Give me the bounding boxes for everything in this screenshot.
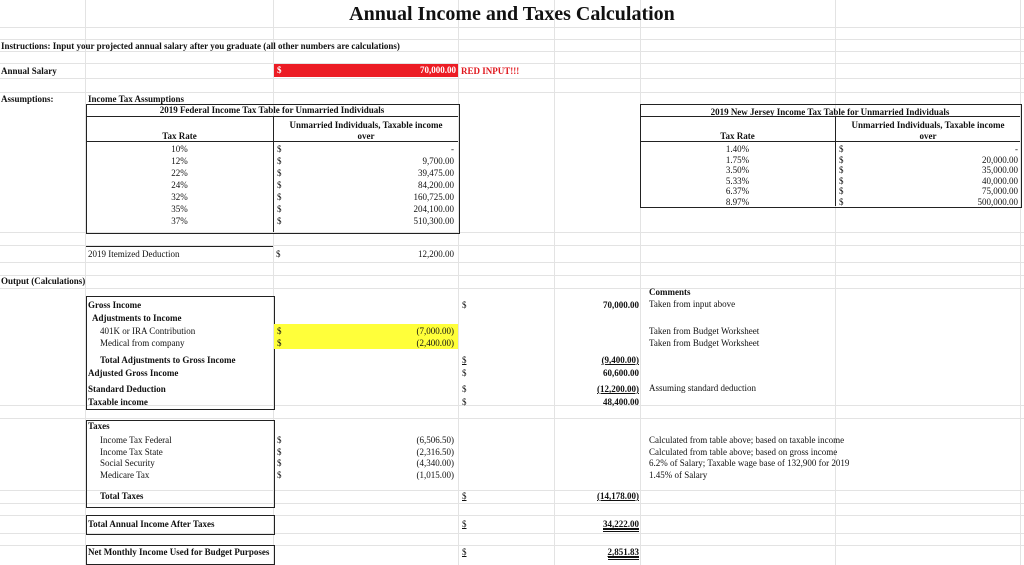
nj-rate: 5.33% <box>725 175 750 186</box>
total-adjustments-currency: $ <box>462 355 467 365</box>
federal-currency: $ <box>277 168 282 178</box>
taxable-income-amount: 48,400.00 <box>603 397 639 407</box>
tax-amount: (1,015.00) <box>416 469 454 480</box>
annual-salary-label: Annual Salary <box>1 66 57 76</box>
itemized-amount: 12,200.00 <box>418 249 454 259</box>
nj-table-heading: 2019 New Jersey Income Tax Table for Unmarried Individuals <box>710 107 950 117</box>
nj-rate: 1.75% <box>725 154 750 165</box>
nj-col-income: Unmarried Individuals, Taxable income <box>851 120 1005 130</box>
federal-currency: $ <box>277 156 282 166</box>
tax-currency: $ <box>277 446 282 457</box>
federal-rate: 22% <box>171 168 188 178</box>
gross-currency: $ <box>462 300 467 310</box>
after-tax-amount: 34,222.00 <box>603 519 639 532</box>
nj-currency: $ <box>839 165 844 175</box>
federal-rate: 32% <box>171 192 188 202</box>
tax-comment: Calculated from table above; based on gross income <box>649 446 838 457</box>
after-tax-label: Total Annual Income After Taxes <box>88 519 215 529</box>
federal-amount: 510,300.00 <box>413 216 454 226</box>
federal-amount: 39,475.00 <box>418 168 454 178</box>
nj-rate: 1.40% <box>725 144 750 154</box>
agi-label: Adjusted Gross Income <box>88 368 179 378</box>
agi-amount: 60,600.00 <box>603 368 639 378</box>
tax-currency: $ <box>277 435 282 445</box>
taxable-income-currency: $ <box>462 397 467 407</box>
federal-rate: 24% <box>171 180 188 190</box>
nj-currency: $ <box>839 196 844 207</box>
standard-deduction-label: Standard Deduction <box>88 384 166 394</box>
adjustments-label: Adjustments to Income <box>92 313 182 323</box>
taxes-label: Taxes <box>88 421 110 431</box>
standard-deduction-currency: $ <box>462 384 467 394</box>
federal-table-heading: 2019 Federal Income Tax Table for Unmarried Individuals <box>159 105 385 115</box>
federal-rate: 35% <box>171 204 188 214</box>
total-taxes-currency: $ <box>462 491 467 501</box>
nj-rate: 6.37% <box>725 186 750 196</box>
salary-currency: $ <box>277 65 282 75</box>
tax-comment: 6.2% of Salary; Taxable wage base of 132,900 for 2019 <box>649 458 850 468</box>
gross-amount: 70,000.00 <box>603 300 639 310</box>
gross-income-label: Gross Income <box>88 300 142 310</box>
tax-label: Medicare Tax <box>100 469 150 480</box>
monthly-label: Net Monthly Income Used for Budget Purposes <box>88 547 270 557</box>
nj-currency: $ <box>839 186 844 196</box>
nj-currency: $ <box>839 144 844 154</box>
tax-label: Income Tax State <box>100 446 163 457</box>
monthly-amount: 2,851.83 <box>608 547 640 560</box>
nj-currency: $ <box>839 154 844 165</box>
nj-col-rate: Tax Rate <box>720 131 755 141</box>
federal-currency: $ <box>277 192 282 202</box>
tax-amount: (4,340.00) <box>416 458 454 468</box>
federal-currency: $ <box>277 144 282 154</box>
nj-amount: 20,000.00 <box>982 154 1018 165</box>
salary-input-cell[interactable] <box>274 64 458 77</box>
nj-amount: - <box>1015 144 1018 154</box>
federal-rate: 37% <box>171 216 188 226</box>
nj-rate: 8.97% <box>725 196 750 207</box>
federal-currency: $ <box>277 180 282 190</box>
nj-currency: $ <box>839 175 844 186</box>
federal-amount: 84,200.00 <box>418 180 454 190</box>
adjustment-label: Medical from company <box>100 338 185 348</box>
adjustment-currency: $ <box>277 326 282 336</box>
tax-label: Social Security <box>100 458 155 468</box>
comments-header: Comments <box>649 287 691 297</box>
itemized-currency: $ <box>276 249 281 259</box>
federal-col-income: Unmarried Individuals, Taxable income <box>289 120 443 130</box>
federal-col-over: over <box>357 131 375 141</box>
assumptions-label: Assumptions: <box>1 94 54 104</box>
federal-amount: - <box>451 144 454 154</box>
federal-amount: 204,100.00 <box>413 204 454 214</box>
income-tax-assumptions: Income Tax Assumptions <box>88 94 185 104</box>
total-taxes-amount: (14,178.00) <box>597 491 639 501</box>
nj-amount: 40,000.00 <box>982 175 1018 186</box>
itemized-label: 2019 Itemized Deduction <box>88 249 180 259</box>
nj-col-over: over <box>919 131 937 141</box>
salary-value[interactable]: 70,000.00 <box>420 65 456 75</box>
monthly-currency: $ <box>462 547 467 557</box>
federal-amount: 160,725.00 <box>413 192 454 202</box>
total-taxes-label: Total Taxes <box>100 491 144 501</box>
tax-comment: 1.45% of Salary <box>649 469 708 480</box>
after-tax-currency: $ <box>462 519 467 529</box>
federal-col-rate: Tax Rate <box>162 131 197 141</box>
gross-comment: Taken from input above <box>649 299 736 309</box>
tax-currency: $ <box>277 469 282 480</box>
standard-deduction-comment: Assuming standard deduction <box>649 383 756 393</box>
federal-currency: $ <box>277 204 282 214</box>
nj-amount: 75,000.00 <box>982 186 1018 196</box>
nj-amount: 500,000.00 <box>977 196 1018 207</box>
federal-rate: 12% <box>171 156 188 166</box>
adjustment-amount: (2,400.00) <box>416 338 454 348</box>
nj-amount: 35,000.00 <box>982 165 1018 175</box>
nj-rate: 3.50% <box>725 165 750 175</box>
instructions-text: Instructions: Input your projected annual salary after you graduate (all other numbers are calculations) <box>1 41 400 51</box>
red-input-note: RED INPUT!!! <box>461 66 520 76</box>
output-label: Output (Calculations) <box>1 276 86 286</box>
standard-deduction-amount: (12,200.00) <box>597 384 639 394</box>
adjustment-currency: $ <box>277 338 282 348</box>
total-adjustments-amount: (9,400.00) <box>601 355 639 365</box>
tax-currency: $ <box>277 458 282 468</box>
tax-comment: Calculated from table above; based on taxable income <box>649 435 845 445</box>
federal-amount: 9,700.00 <box>422 156 454 166</box>
adjustment-amount: (7,000.00) <box>416 326 454 336</box>
total-adjustments-label: Total Adjustments to Gross Income <box>100 355 236 365</box>
page-title: Annual Income and Taxes Calculation <box>349 3 675 25</box>
agi-currency: $ <box>462 368 467 378</box>
tax-amount: (6,506.50) <box>416 435 454 445</box>
tax-label: Income Tax Federal <box>100 435 172 445</box>
federal-currency: $ <box>277 216 282 226</box>
adjustment-label: 401K or IRA Contribution <box>100 326 196 336</box>
federal-rate: 10% <box>171 144 188 154</box>
adjustment-comment: Taken from Budget Worksheet <box>649 338 760 348</box>
taxable-income-label: Taxable income <box>88 397 148 407</box>
tax-amount: (2,316.50) <box>416 446 454 457</box>
adjustment-comment: Taken from Budget Worksheet <box>649 326 760 336</box>
